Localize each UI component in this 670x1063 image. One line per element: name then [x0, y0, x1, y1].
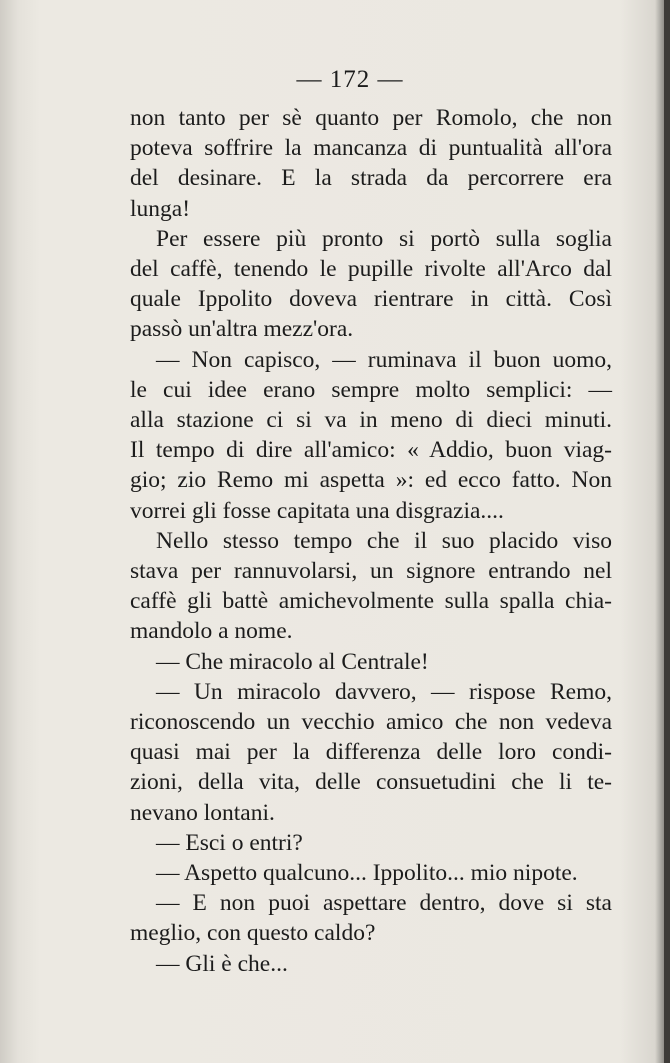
text-line: mandolo a nome.	[130, 618, 293, 645]
text-line: gio; zio Remo mi aspetta »: ed ecco fatto. Non	[130, 467, 612, 494]
text-line: vorrei gli fosse capitata una disgrazia....	[130, 497, 504, 524]
text-line: riconoscendo un vecchio amico che non vedeva	[130, 709, 612, 736]
text-line: — Aspetto qualcuno... Ippolito... mio nipote.	[156, 860, 578, 887]
body-text	[130, 103, 612, 979]
text-line: Il tempo di dire all'amico: « Addio, buon viag-	[130, 437, 612, 464]
text-line: — E non puoi aspettare dentro, dove si sta	[156, 890, 612, 917]
text-line: lunga!	[130, 195, 191, 222]
text-line: poteva soffrire la mancanza di puntualità all'ora	[130, 135, 612, 162]
text-line: — Non capisco, — ruminava il buon uomo,	[156, 346, 612, 373]
text-line: Nello stesso tempo che il suo placido viso	[156, 527, 612, 554]
text-line: non tanto per sè quanto per Romolo, che non	[130, 105, 612, 131]
text-line: — Che miracolo al Centrale!	[156, 648, 429, 675]
text-line: quasi mai per la differenza delle loro condi-	[130, 739, 612, 766]
text-line: caffè gli battè amichevolmente sulla spalla chia-	[130, 588, 612, 615]
text-line: le cui idee erano sempre molto semplici: —	[130, 376, 612, 403]
text-line: meglio, con questo caldo?	[130, 920, 376, 947]
text-line: — Gli è che...	[156, 950, 288, 977]
text-line: alla stazione ci si va in meno di dieci minuti.	[130, 407, 612, 434]
text-line: quale Ippolito doveva rientrare in città. Così	[130, 286, 612, 313]
text-line: nevano lontani.	[130, 799, 275, 826]
text-line: del desinare. E la strada da percorrere era	[130, 165, 612, 192]
text-line: stava per rannuvolarsi, un signore entrando nel	[130, 558, 612, 585]
text-line: — Un miracolo davvero, — rispose Remo,	[156, 678, 612, 705]
text-line: del caffè, tenendo le pupille rivolte all'Arco dal	[130, 256, 612, 283]
text-line: Per essere più pronto si portò sulla soglia	[156, 225, 612, 252]
text-line: zioni, della vita, delle consuetudini che li te-	[130, 769, 612, 796]
page-number: — 172 —	[296, 66, 404, 93]
text-line: — Esci o entri?	[156, 829, 303, 856]
page-edge-shadow	[664, 0, 670, 1063]
text-line: passò un'altra mezz'ora.	[130, 316, 354, 343]
